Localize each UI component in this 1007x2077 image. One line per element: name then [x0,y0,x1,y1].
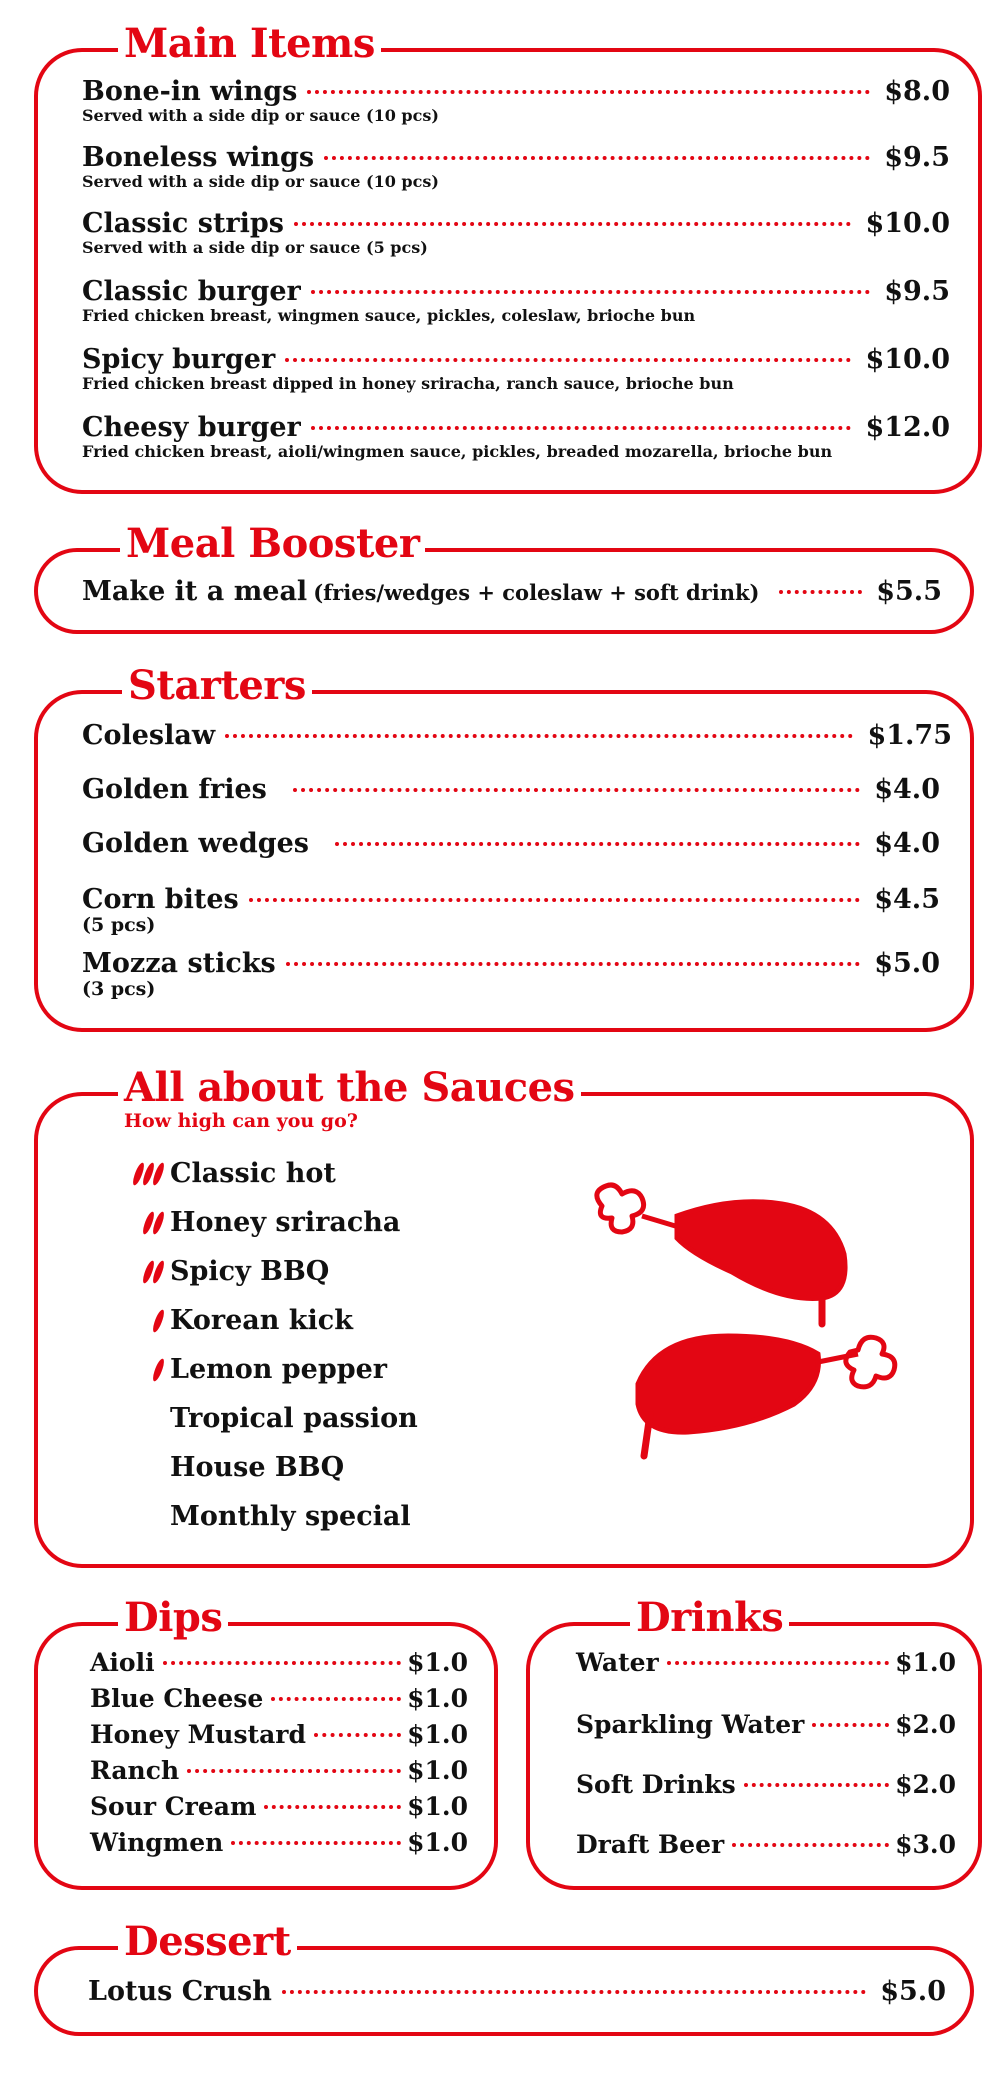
menu-item [576,1648,956,1677]
menu-item [82,208,950,257]
item-description: (3 pcs) [82,978,156,1000]
leader-dots [225,734,853,738]
menu-item [82,412,950,461]
dessert-title: Dessert [118,1920,297,1964]
leader-dots [779,590,862,594]
leader-dots [282,1990,866,1994]
chili-icon [151,1358,165,1383]
item-name: Mozza sticks [82,948,276,979]
leader-dots [271,1697,401,1701]
leader-dots [335,842,860,846]
heat-level [155,1309,162,1333]
sauce-item [170,1452,344,1483]
item-price: $4.0 [874,828,940,859]
item-name: Golden fries [82,774,267,805]
leader-dots [249,898,860,902]
item-description: Served with a side dip or sauce (5 pcs) [82,238,428,257]
item-price: $9.5 [884,276,950,307]
drinks-section [526,1594,982,1890]
chili-icon [151,1309,165,1334]
leader-dots [314,1733,401,1737]
sauce-name: Spicy BBQ [170,1256,330,1287]
menu-item [88,1976,946,2007]
item-name: Bone-in wings [82,76,298,107]
item-price: $3.0 [895,1830,956,1859]
menu-item [90,1684,468,1713]
item-price: $10.0 [865,344,950,375]
dips-section [34,1594,498,1890]
menu-item [90,1648,468,1677]
item-price: $1.0 [407,1648,468,1677]
sauce-item [170,1354,387,1385]
leader-dots [264,1805,401,1809]
leader-dots [293,788,860,792]
sauce-item [170,1403,418,1434]
menu-item [82,344,950,393]
item-price: $5.0 [874,948,940,979]
sauce-name: House BBQ [170,1452,345,1483]
menu-item [82,774,940,805]
leader-dots [286,962,861,966]
item-name: Golden wedges [82,828,309,859]
leader-dots [231,1841,401,1845]
sauce-name: Tropical passion [170,1403,418,1434]
sauce-item [170,1158,336,1189]
item-price: $1.0 [407,1756,468,1785]
item-price: $10.0 [865,208,950,239]
item-name: Blue Cheese [90,1684,264,1713]
starters-title: Starters [122,664,312,708]
drumstick-icon [608,1324,928,1474]
sauce-name: Classic hot [170,1158,336,1189]
heat-level [155,1358,162,1382]
leader-dots [307,90,870,94]
leader-dots [812,1723,889,1727]
sauce-item [170,1207,400,1238]
item-price: $2.0 [895,1770,956,1799]
menu-item [82,720,952,751]
item-name: Wingmen [90,1828,224,1857]
drinks-title: Drinks [630,1596,789,1640]
item-note: (fries/wedges + coleslaw + soft drink) [313,580,760,605]
item-price: $4.5 [874,884,940,915]
item-name: Lotus Crush [88,1976,272,2007]
leader-dots [667,1661,889,1665]
leader-dots [311,426,852,430]
menu-item [82,76,950,125]
leader-dots [324,156,870,160]
sauces-subtitle: How high can you go? [124,1110,358,1132]
sauce-item [170,1501,411,1532]
meal-booster-title: Meal Booster [120,522,425,566]
item-description: Served with a side dip or sauce (10 pcs) [82,172,439,191]
leader-dots [294,222,851,226]
item-price: $1.0 [895,1648,956,1677]
menu-item [82,142,950,191]
item-name: Corn bites [82,884,239,915]
item-name: Aioli [90,1648,155,1677]
item-name: Classic strips [82,208,284,239]
item-description: Fried chicken breast dipped in honey sriracha, ranch sauce, brioche bun [82,374,734,393]
item-price: $4.0 [874,774,940,805]
main-items-section [34,20,982,494]
leader-dots [163,1661,402,1665]
menu-item [82,576,942,607]
item-name: Water [576,1648,659,1677]
sauce-name: Monthly special [170,1501,411,1532]
menu-item [90,1720,468,1749]
item-price: $1.0 [407,1720,468,1749]
leader-dots [187,1769,401,1773]
item-description: (5 pcs) [82,914,156,936]
item-name: Make it a meal [82,576,308,607]
item-description: Fried chicken breast, aioli/wingmen sauce, pickles, breaded mozarella, brioche bun [82,442,833,461]
item-price: $2.0 [895,1710,956,1739]
menu-item [82,948,940,999]
sauce-name: Lemon pepper [170,1354,387,1385]
item-name: Spicy burger [82,344,276,375]
sauces-title: All about the Sauces [118,1066,581,1110]
leader-dots [744,1783,889,1787]
sauce-name: Korean kick [170,1305,353,1336]
item-name: Cheesy burger [82,412,301,443]
dessert-section [34,1918,974,2036]
item-price: $1.0 [407,1684,468,1713]
menu-item [576,1710,956,1739]
sauces-section [34,1064,974,1568]
item-name: Ranch [90,1756,180,1785]
menu-item [82,884,940,935]
item-price: $9.5 [884,142,950,173]
item-name: Boneless wings [82,142,315,173]
item-price: $1.0 [407,1792,468,1821]
sauce-item [170,1305,353,1336]
item-name: Coleslaw [82,720,216,751]
item-name: Soft Drinks [576,1770,736,1799]
item-price: $8.0 [884,76,950,107]
menu-item [576,1830,956,1859]
menu-item [90,1756,468,1785]
heat-level [135,1162,162,1186]
item-price: $5.5 [876,576,942,607]
item-name: Honey Mustard [90,1720,306,1749]
heat-level [145,1211,162,1235]
sauce-name: Honey sriracha [170,1207,401,1238]
leader-dots [285,358,851,362]
menu-item [576,1770,956,1799]
item-description: Fried chicken breast, wingmen sauce, pickles, coleslaw, brioche bun [82,306,696,325]
item-price: $1.0 [407,1828,468,1857]
main-items-title: Main Items [118,22,381,66]
menu-item [90,1792,468,1821]
item-price: $12.0 [865,412,950,443]
meal-booster-section [34,520,974,634]
item-name: Sparkling Water [576,1710,805,1739]
item-price: $5.0 [880,1976,946,2007]
menu-item [82,276,950,325]
sauce-item [170,1256,329,1287]
menu-item [90,1828,468,1857]
leader-dots [732,1843,889,1847]
menu-item [82,828,940,859]
item-description: Served with a side dip or sauce (10 pcs) [82,106,439,125]
item-name: Classic burger [82,276,301,307]
starters-section [34,662,974,1032]
item-name: Draft Beer [576,1830,725,1859]
item-name: Sour Cream [90,1792,257,1821]
leader-dots [311,290,870,294]
heat-level [145,1260,162,1284]
dips-title: Dips [118,1596,228,1640]
drumstick-icon [582,1176,882,1336]
item-price: $1.75 [867,720,952,751]
